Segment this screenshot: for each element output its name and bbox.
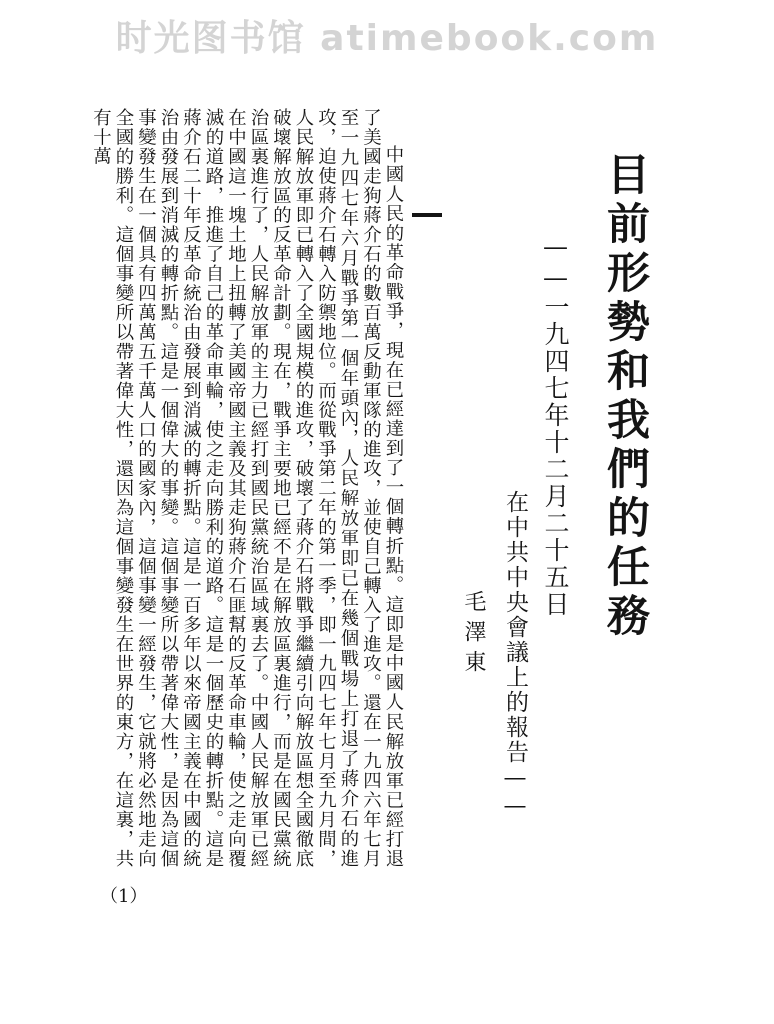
page-title: 目前形勢和我們的任務: [600, 152, 650, 642]
date-line: ——一九四七年十二月二十五日: [541, 232, 570, 618]
watermark-text: 时光图书馆 atimebook.com: [115, 18, 659, 59]
section-mark: [412, 213, 442, 217]
page-number: （1）: [100, 886, 148, 907]
body-text: 中國人民的革命戰爭，現在已經達到了一個轉折點。這即是中國人民解放軍已經打退了美國走狗蔣介石的數百萬反動軍隊的進攻，並使自己轉入了進攻。還在一九四六年七月至一九四七年六月戰爭第一個年頭內，人民解放軍即已在幾個戰場上打退了蔣介石的進攻，迫使蔣介石轉入防禦地位。而從戰爭第二年的第一季，即一九四七年七月至九月間，人民解放軍即已轉入了全國規模的進攻，破壞了蔣介石將戰爭繼續引向解放區想全國徹底破壞解放區的反革命計劃。現在，戰爭主要地已經不是在解放區裏進行，而是在國民黨統治區裏進行了，人民解放軍的主力已經打到國民黨統治區域裏去了。中國人民解放軍已經在中國這一塊土地上扭轉了美國帝國主義及其走狗蔣介石匪幫的反革命車輪，使之走向覆滅的道路，推進了自己的革命車輪，使之走向勝利的道路。這是一個歷史的轉折點。這是蔣介石二十年反革命統治由發展到消滅的轉折點。這是一百多年以來帝國主義在中國的統治由發展到消滅的轉折點。這是一個偉大的事變。這個事變所以帶著偉大性，是因為這個事變發生在一個具有四萬萬五千萬人口的國家內，這個事變一經發生，它就將必然地走向全國的勝利。這個事變所以帶著偉大性，還因為這個事變發生在世界的東方，在這裏，共有十萬: [90, 108, 404, 868]
venue-line: 在中共中央會議上的報告——: [502, 490, 528, 821]
author-name: 毛澤東: [461, 590, 486, 680]
